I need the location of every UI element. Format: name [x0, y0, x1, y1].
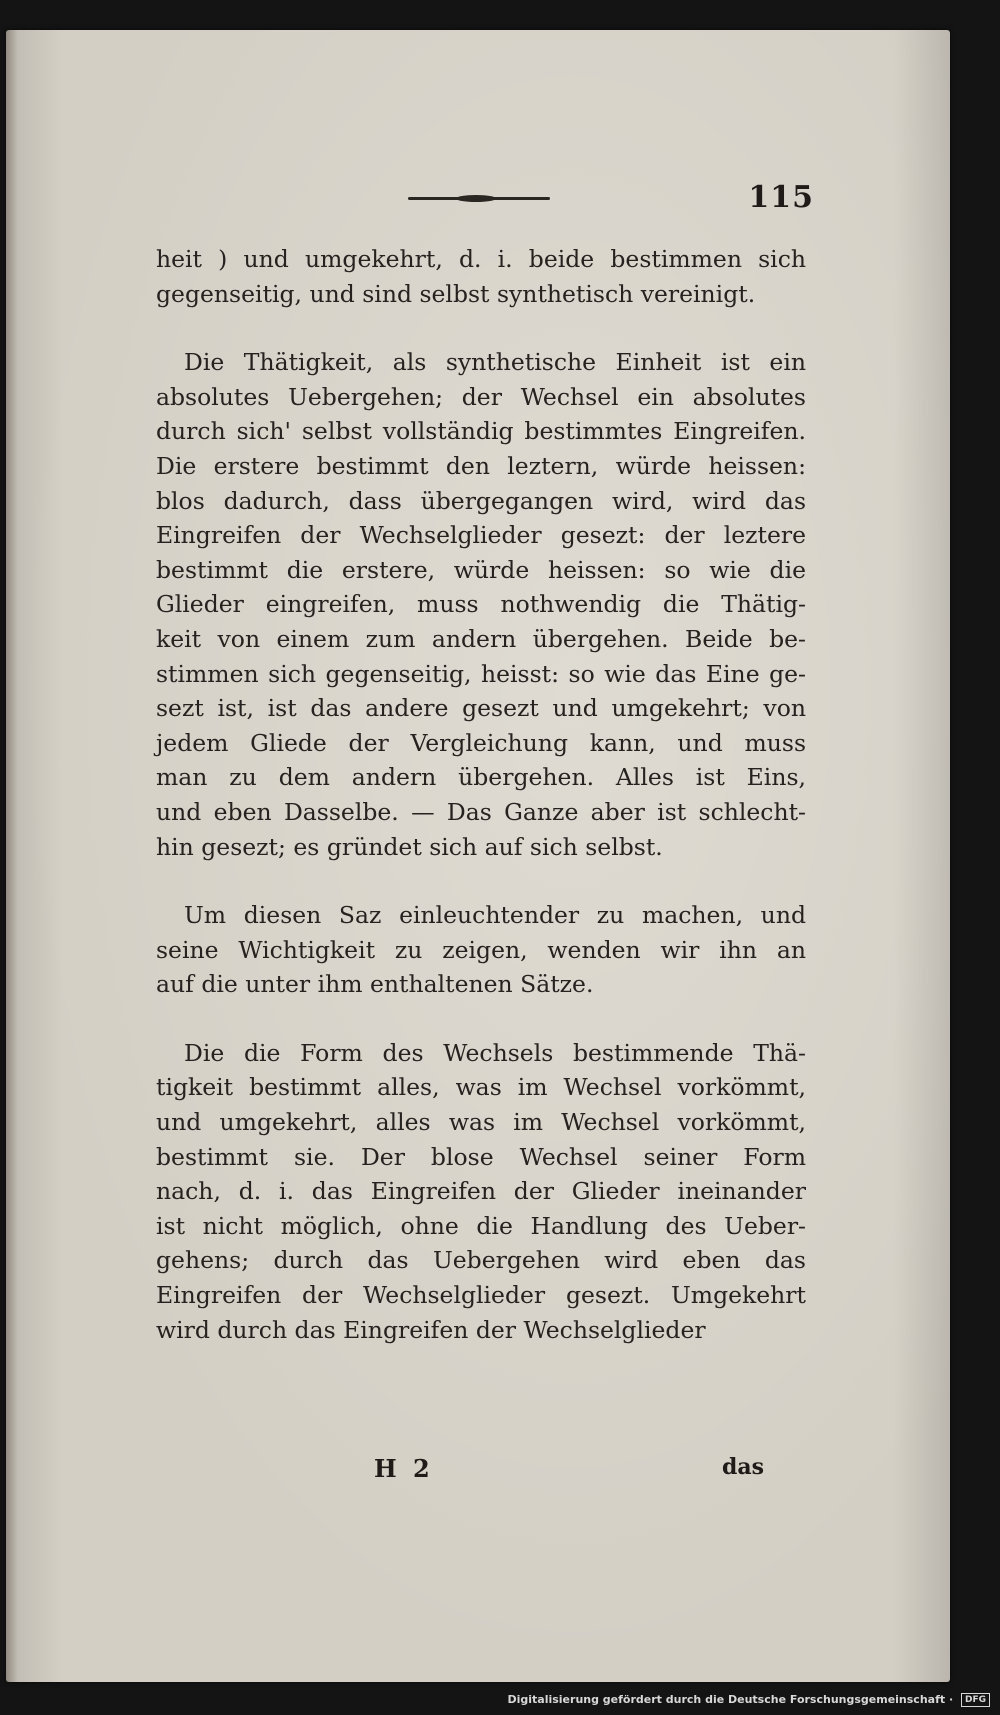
dfg-logo: DFG [961, 1693, 990, 1707]
text-line: Die erstere bestimmt den leztern, würde heissen: [156, 451, 806, 480]
book-page [6, 30, 950, 1682]
text-line: absolutes Uebergehen; der Wechsel ein absolutes [156, 382, 806, 411]
text-line: Eingreifen der Wechselglieder gesezt: der leztere [156, 521, 806, 550]
catchword: das [721, 1454, 764, 1480]
paragraph [156, 242, 806, 311]
text-line: blos dadurch, dass übergegangen wird, wird das [156, 486, 806, 515]
page-header [6, 178, 950, 218]
paragraph [156, 898, 806, 1002]
text-line: keit von einem zum andern übergehen. Beide be- [156, 624, 806, 653]
text-line: man zu dem andern übergehen. Alles ist Eins, [156, 763, 806, 792]
text-line: Eingreifen der Wechselglieder gesezt. Umgekehrt [156, 1281, 806, 1310]
paragraph [156, 345, 806, 864]
text-line: und eben Dasselbe. — Das Ganze aber ist schlecht- [156, 797, 806, 826]
text-line: heit ) und umgekehrt, d. i. beide bestimmen sich [156, 245, 806, 273]
text-line: wird durch das Eingreifen der Wechselglieder [156, 1315, 706, 1344]
header-ornament-rule [408, 197, 550, 200]
page-footer [6, 1454, 950, 1494]
text-line: gegenseitig, und sind selbst synthetisch vereinigt. [156, 279, 756, 308]
paragraph [156, 1036, 806, 1347]
text-line: stimmen sich gegenseitig, heisst: so wie das Eine ge- [156, 659, 806, 688]
text-line: bestimmt sie. Der blose Wechsel seiner Form [156, 1142, 806, 1171]
text-line: nach, d. i. das Eingreifen der Glieder ineinander [156, 1177, 806, 1206]
text-line: sezt ist, ist das andere gesezt und umgekehrt; von [156, 694, 806, 723]
text-line: durch sich' selbst vollständig bestimmtes Eingreifen. [156, 417, 806, 446]
text-line: hin gesezt; es gründet sich auf sich selbst. [156, 832, 663, 861]
spine-shadow [6, 30, 18, 1682]
paragraph-gap [156, 864, 806, 898]
text-line: Glieder eingreifen, muss nothwendig die Thätig- [156, 590, 806, 619]
text-line: bestimmt die erstere, würde heissen: so wie die [156, 555, 806, 584]
text-line: Um diesen Saz einleuchtender zu machen, und [184, 901, 806, 930]
text-line: Die Thätigkeit, als synthetische Einheit ist ein [184, 348, 806, 377]
paragraph-gap [156, 311, 806, 345]
text-line: ist nicht möglich, ohne die Handlung des Ueber- [156, 1211, 806, 1240]
credit-text: Digitalisierung gefördert durch die Deutsche Forschungsgemeinschaft · [507, 1693, 954, 1706]
digitization-credit [507, 1693, 990, 1707]
page-number: 115 [748, 180, 814, 215]
text-line: auf die unter ihm enthaltenen Sätze. [156, 970, 594, 999]
body-text [156, 242, 806, 1347]
text-line: tigkeit bestimmt alles, was im Wechsel vorkömmt, [156, 1073, 806, 1102]
text-line: seine Wichtigkeit zu zeigen, wenden wir ihn an [156, 935, 806, 964]
text-line: gehens; durch das Uebergehen wird eben das [156, 1246, 806, 1275]
text-line: Die die Form des Wechsels bestimmende Thä- [184, 1038, 806, 1067]
signature-mark: H 2 [374, 1454, 434, 1483]
text-line: und umgekehrt, alles was im Wechsel vorkömmt, [156, 1108, 806, 1137]
text-line: jedem Gliede der Vergleichung kann, und muss [156, 728, 806, 757]
paragraph-gap [156, 1002, 806, 1036]
